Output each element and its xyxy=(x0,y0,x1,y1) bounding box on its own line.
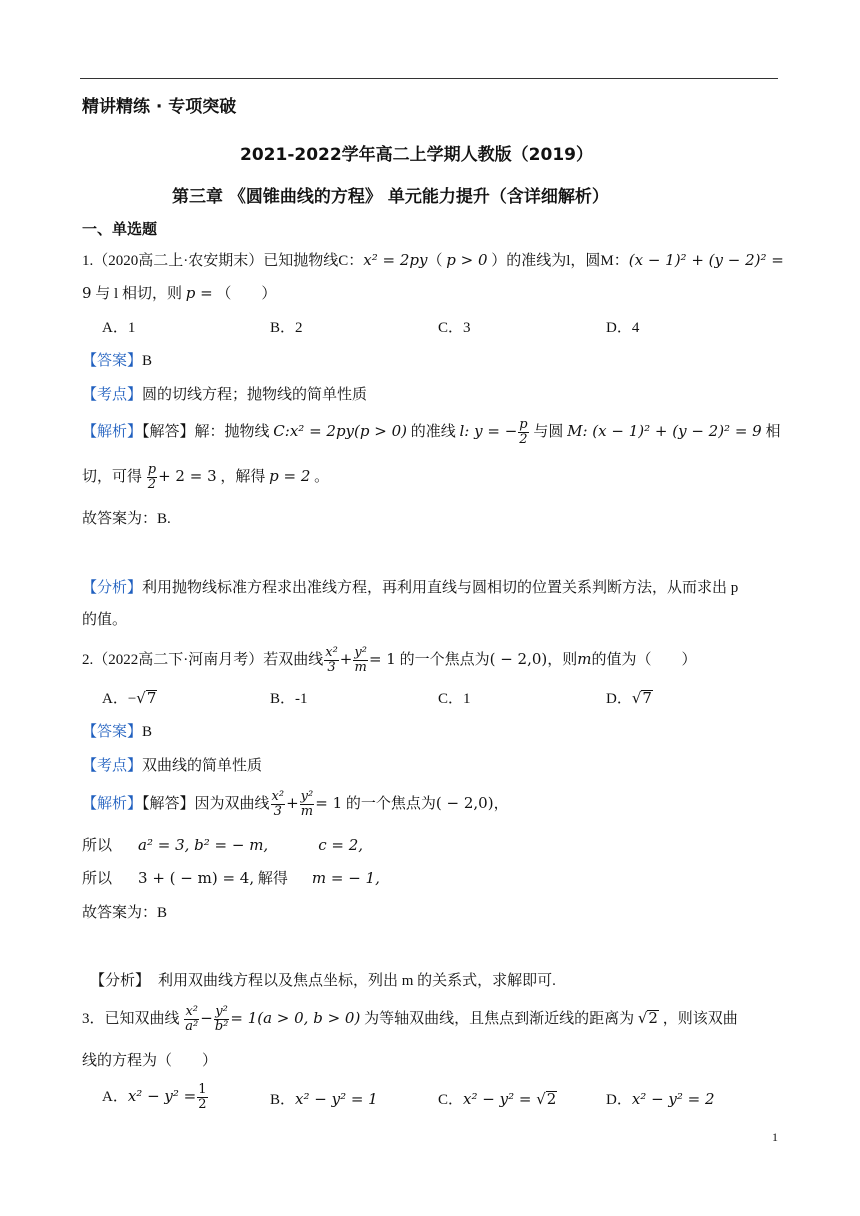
q2-sol-frac-y2-m xyxy=(300,790,315,819)
q1-frac-p-2 xyxy=(518,418,528,447)
q2-so1-math: a² = 3, b² = − m, xyxy=(138,836,269,854)
q3-option-d xyxy=(606,1088,715,1109)
q2-option-d: D．√7 xyxy=(606,689,652,707)
q1-sol-directrix: l: y = − xyxy=(459,421,518,440)
answer-label: 【答案】 xyxy=(82,353,143,369)
frac-den: m xyxy=(354,660,367,675)
q2-frac-y2-m xyxy=(353,646,368,675)
so-answer-label: 故答案为： xyxy=(82,511,158,527)
q2-fenxi xyxy=(90,969,556,990)
q1-point xyxy=(82,383,367,404)
frac-den: a² xyxy=(185,1019,199,1034)
q2-point-text: 双曲线的简单性质 xyxy=(142,758,263,774)
frac-num: p xyxy=(519,417,528,432)
sqrt-arg: 7 xyxy=(642,689,652,707)
q3-stem-line2: 线的方程为（ ） xyxy=(82,1053,218,1069)
q2-answer-value: B xyxy=(142,724,153,740)
series-title: 精讲精练 · 专项突破 xyxy=(82,97,237,117)
q2-option-a: A．−√7 xyxy=(102,689,157,707)
q2-eq-tail: = 1 xyxy=(368,649,396,668)
q2-sol-text-a: 因为双曲线 xyxy=(194,795,270,812)
q2-so1-label: 所以 xyxy=(82,838,113,854)
q1-fenxi-text: 利用抛物线标准方程求出准线方程，再利用直线与圆相切的位置关系判断方法，从而求出 p xyxy=(142,580,739,596)
q2-final-value: B xyxy=(157,905,168,921)
q1-point-text: 圆的切线方程；抛物线的简单性质 xyxy=(142,387,368,403)
year-title: 2021-2022学年高二上学期人教版（2019） xyxy=(240,145,593,165)
q2-sol-eq-tail: = 1 xyxy=(315,793,343,812)
q3-frac-x2-a2 xyxy=(184,1005,199,1034)
q1-sol-text-e: 与圆 xyxy=(529,423,568,440)
q2-option-b: B．-1 xyxy=(270,691,308,707)
q3-option-c-label: C． xyxy=(438,1092,464,1108)
q2-so1 xyxy=(82,834,363,855)
page-number: 1 xyxy=(772,1130,778,1144)
q1-sol-text-a: 解：抛物线 xyxy=(194,423,274,440)
frac-num: x² xyxy=(271,789,285,804)
q1-tangent-text: 与 l 相切，则 xyxy=(91,286,186,302)
q1-frac-p-2b xyxy=(147,463,157,492)
frac-num: y² xyxy=(215,1004,228,1019)
q2-fenxi-text: 利用双曲线方程以及焦点坐标，列出 m 的关系式，求解即可. xyxy=(158,973,556,989)
q1-answer xyxy=(82,349,152,370)
q1-option-d: D．4 xyxy=(606,320,640,336)
sqrt-arg: 7 xyxy=(146,689,157,707)
q1-stem-line2 xyxy=(82,282,276,303)
q2-sol-text-b: 的一个焦点为 xyxy=(342,795,436,812)
q2-final xyxy=(82,901,167,922)
q2-point xyxy=(82,754,262,775)
q1-sol-parabola: C:x² = 2py(p > 0) xyxy=(273,421,407,440)
q2-sol-focus: ( − 2,0) xyxy=(435,793,494,812)
analysis-sub-label: 【解答】 xyxy=(142,423,195,440)
q2-prefix: 2.（2022高二下·河南月考）若双曲线 xyxy=(82,651,324,668)
q3-option-c: C．x² − y² = √2 xyxy=(438,1090,557,1108)
point-label: 【考点】 xyxy=(82,387,143,403)
q2-so2 xyxy=(82,867,380,888)
q1-fenxi-line2: 的值。 xyxy=(82,612,128,628)
q1-final xyxy=(82,507,171,528)
q1-mid1: （ xyxy=(427,253,447,269)
q2-solution-line1: 【解析】【解答】因为双曲线 $\frac{\text{x²}}{3}$ + $\frac{\text{y²}}{m}$ = 1 的一个焦点为( − 2,0)， xyxy=(82,789,509,819)
q2-option-a-label: A．− xyxy=(102,691,137,707)
q1-sol-text-g: 相 xyxy=(761,423,781,440)
q2-so1-math2: c = 2, xyxy=(318,836,364,854)
q1-sol2-text-c: ，解得 xyxy=(216,468,270,485)
q3-condition: = 1(a > 0, b > 0) xyxy=(230,1008,361,1027)
q2-mid: 的一个焦点为 xyxy=(395,651,490,668)
q1-sol2-text-e: 。 xyxy=(310,468,330,485)
q3-stem-line1: 3．已知双曲线 $\frac{\text{x²}}{\text{a²}}$ − $\frac{\text{y²}}{\text{b²}}$ = 1(a > 0, b > 0) 为等轴双曲线，且焦点到渐近线的距离为 √2 ，则该双曲 xyxy=(82,1004,738,1034)
q3-option-c-math: x² − y² = xyxy=(463,1090,532,1108)
q2-option-c: C．1 xyxy=(438,691,471,707)
q2-so2-math: 3 + ( − m) = 4, xyxy=(138,869,255,887)
point-label: 【考点】 xyxy=(82,758,143,774)
q3-option-a-label: A． xyxy=(102,1088,128,1105)
q2-so2-mid: 解得 xyxy=(254,871,288,887)
q3-option-d-label: D． xyxy=(606,1092,632,1108)
q1-option-a: A．1 xyxy=(102,320,136,336)
analysis-label: 【解析】 xyxy=(82,795,143,812)
q1-solution-line1 xyxy=(82,418,781,447)
q2-focus: ( − 2,0) xyxy=(489,649,548,668)
q1-prefix: 1.（2020高二上·农安期末）已知抛物线C： xyxy=(82,253,364,269)
q3-option-b xyxy=(270,1088,378,1109)
analysis-sub-label: 【解答】 xyxy=(142,795,195,812)
section-heading: 一、单选题 xyxy=(82,220,158,238)
q1-mid2: ）的准线为l，圆M： xyxy=(487,253,629,269)
q1-final-value: B. xyxy=(157,511,171,527)
q2-so2-label: 所以 xyxy=(82,871,113,887)
q3-option-d-math: x² − y² = 2 xyxy=(631,1090,715,1108)
q3-option-b-label: B． xyxy=(270,1092,296,1108)
q3-sqrt-arg: 2 xyxy=(648,1008,658,1027)
frac-den: m xyxy=(300,804,314,819)
fenxi-label: 【分析】 xyxy=(90,973,151,989)
frac-num: 1 xyxy=(198,1082,207,1097)
q1-circle-eq: (x − 1)² + (y − 2)² = xyxy=(628,251,784,269)
answer-label: 【答案】 xyxy=(82,724,143,740)
q3-mid: 为等轴双曲线，且焦点到渐近线的距离为 xyxy=(360,1010,638,1027)
frac-den: 2 xyxy=(147,477,157,492)
q3-frac-y2-b2 xyxy=(214,1005,230,1034)
frac-den: 2 xyxy=(519,432,528,447)
q1-blank: （ ） xyxy=(212,286,277,302)
q1-radius: 9 xyxy=(82,284,92,302)
q3-frac-1-2 xyxy=(197,1083,207,1112)
q2-answer xyxy=(82,720,152,741)
chapter-title: 第三章 《圆锥曲线的方程》 单元能力提升（含详细解析） xyxy=(172,187,609,207)
q2-so2-math2: m = − 1, xyxy=(311,869,380,887)
q1-sol2-text-a: 切，可得 xyxy=(82,468,146,485)
q3-option-b-math: x² − y² = 1 xyxy=(295,1090,378,1108)
frac-num: y² xyxy=(300,789,314,804)
q1-sol2-result: p = 2 xyxy=(269,466,311,485)
q2-stem: 2.（2022高二下·河南月考）若双曲线 $\frac{\text{x²}}{3}$ + $\frac{\text{y²}}{m}$ = 1 的一个焦点为( − 2,0)，则m的值为（ ） xyxy=(82,645,697,675)
q1-fenxi-line1 xyxy=(82,576,738,597)
q1-option-c: C．3 xyxy=(438,320,471,336)
q2-sol-frac-x2-3 xyxy=(271,790,286,819)
frac-den: 2 xyxy=(198,1097,207,1112)
q1-answer-value: B xyxy=(142,353,153,369)
q1-stem-line1 xyxy=(82,249,784,270)
analysis-label: 【解析】 xyxy=(82,423,143,440)
q1-solution-line2 xyxy=(82,463,329,492)
q3-option-a-math: x² − y² = xyxy=(127,1086,197,1105)
frac-num: p xyxy=(147,462,157,477)
q1-equation: x² = 2py xyxy=(363,251,428,269)
frac-num: y² xyxy=(354,645,367,660)
header-rule xyxy=(80,78,778,79)
q2-option-d-label: D． xyxy=(606,691,632,707)
so-answer-label: 故答案为： xyxy=(82,905,158,921)
frac-num: x² xyxy=(325,645,338,660)
q3-option-a xyxy=(102,1083,209,1112)
q3-tail: ，则该双曲 xyxy=(658,1010,738,1027)
q2-mid2: ，则 xyxy=(547,651,578,668)
q1-p-eq: p = xyxy=(185,284,213,302)
sqrt-arg: 2 xyxy=(546,1090,557,1108)
q1-option-b: B．2 xyxy=(270,320,303,336)
q3-prefix: 3．已知双曲线 xyxy=(82,1010,184,1027)
q1-sol-circle: M: (x − 1)² + (y − 2)² = 9 xyxy=(567,421,762,440)
q2-frac-x2-3 xyxy=(324,646,339,675)
frac-den: b² xyxy=(214,1019,229,1034)
q1-sol2-eq: + 2 = 3 xyxy=(158,466,217,485)
q1-sol-text-c: 的准线 xyxy=(406,423,460,440)
q2-var: m xyxy=(577,649,592,668)
frac-den: 3 xyxy=(273,804,282,819)
q2-tail: 的值为（ ） xyxy=(591,651,697,668)
frac-num: x² xyxy=(185,1004,199,1019)
fenxi-label: 【分析】 xyxy=(82,580,143,596)
q1-condition: p > 0 xyxy=(446,251,488,269)
frac-den: 3 xyxy=(327,660,336,675)
